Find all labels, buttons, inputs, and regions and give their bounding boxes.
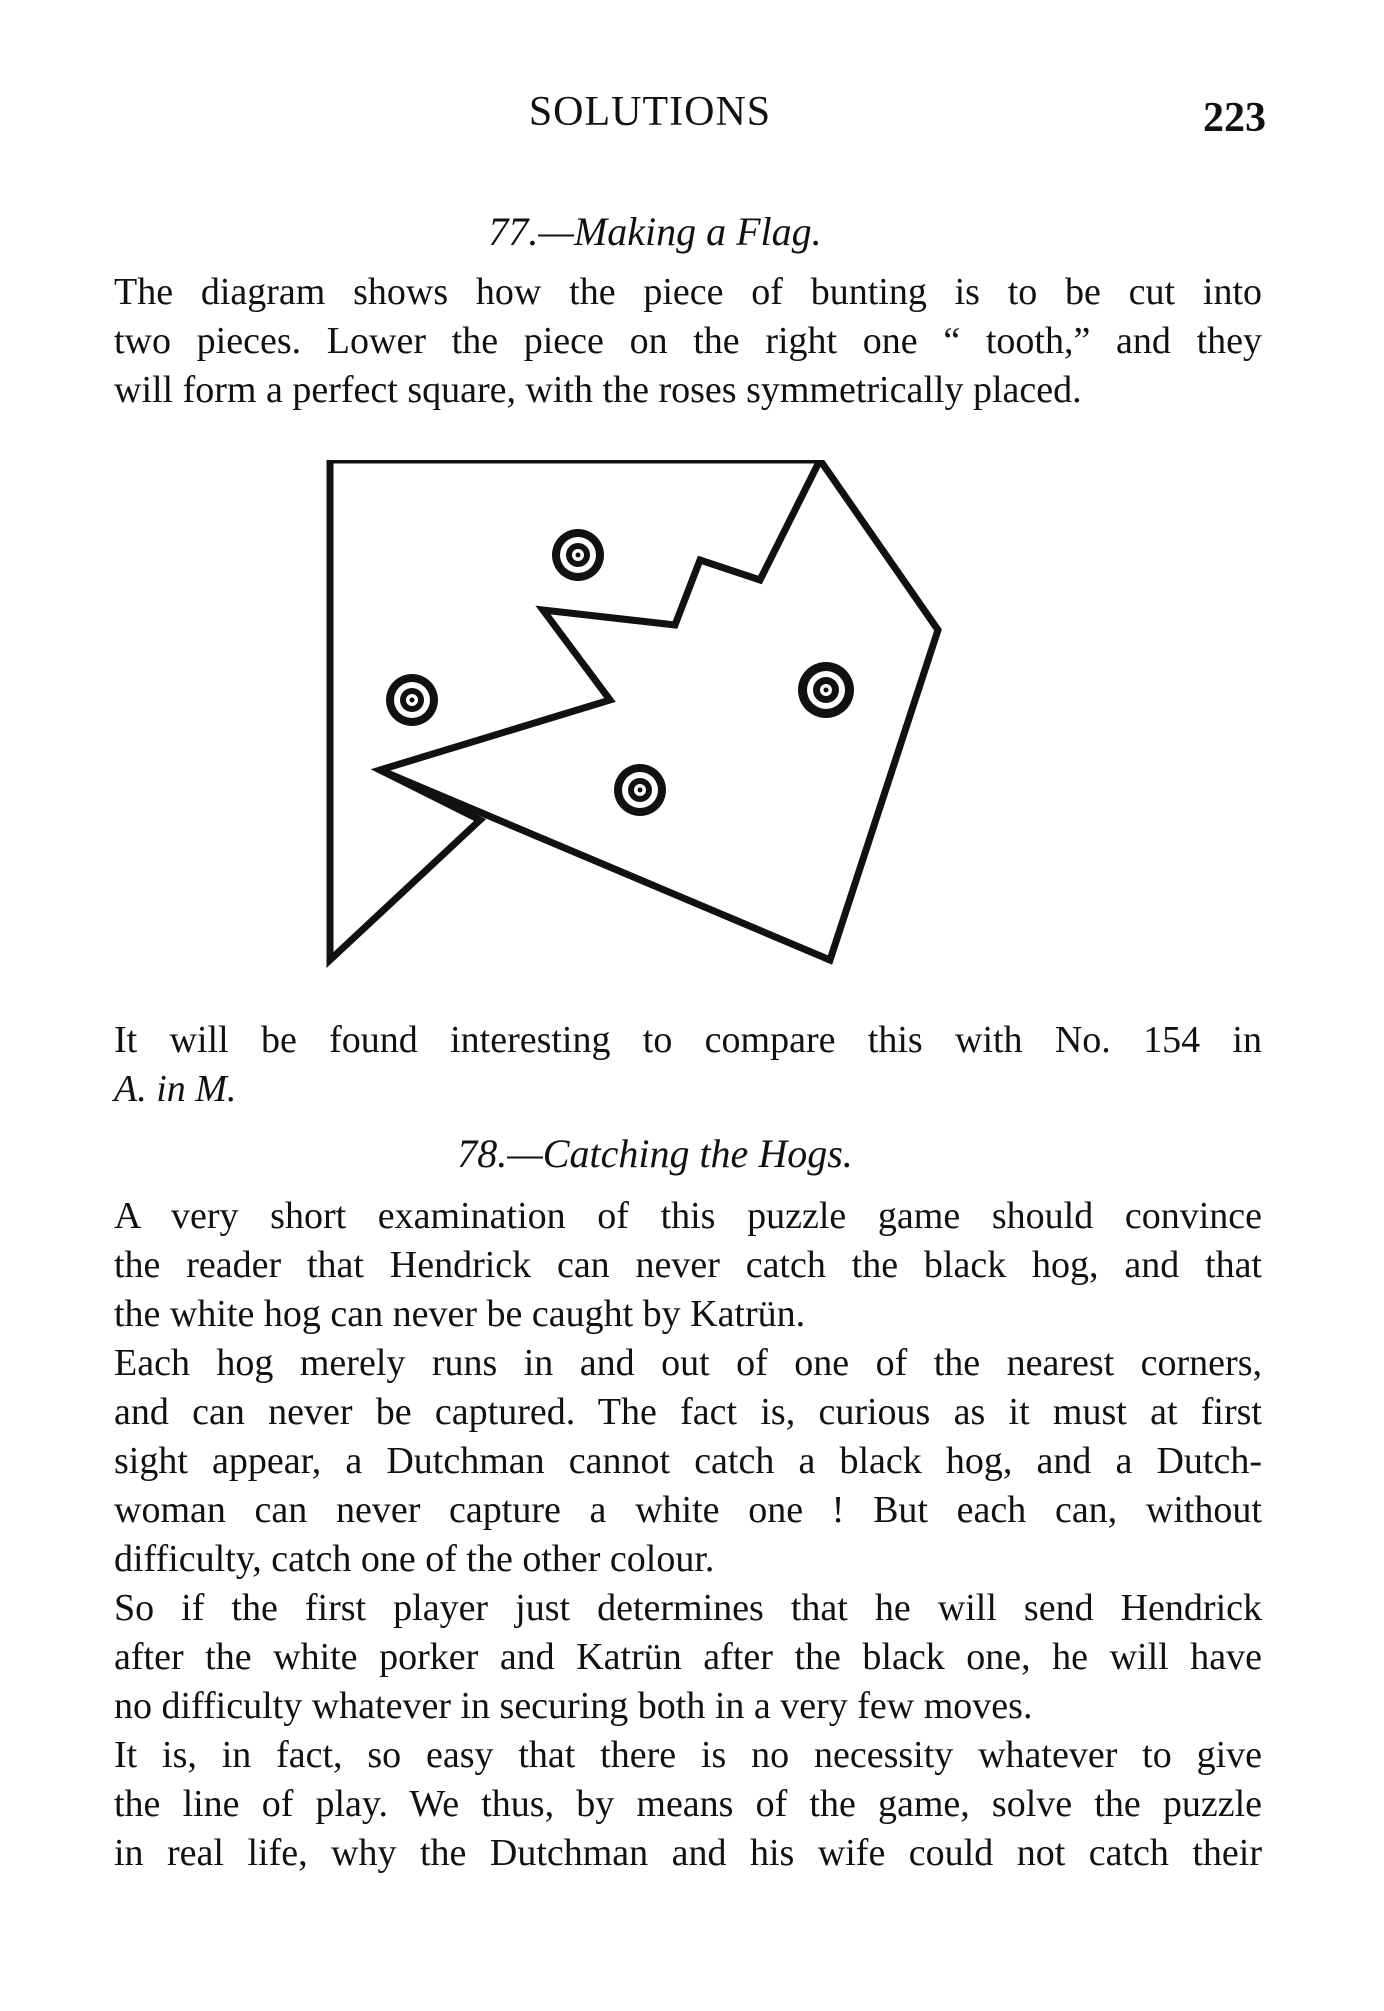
running-head	[0, 88, 1384, 141]
text-line: The diagram shows how the piece of bunting is to be cut into	[114, 271, 1262, 313]
text-line: no difficulty whatever in securing both in a very few moves.	[114, 1685, 1033, 1727]
paragraph-78-4	[52, 1731, 1262, 1878]
section-heading-77: 77.—Making a Flag.	[488, 209, 822, 254]
text-line: two pieces. Lower the piece on the right one “ tooth,” and they	[114, 320, 1262, 362]
right-piece-outline	[380, 460, 938, 960]
text-line: after the white porker and Katrün after the black one, he will have	[114, 1636, 1262, 1678]
text-line: It will be found interesting to compare this with No. 154 in	[114, 1019, 1262, 1061]
text-line: Each hog merely runs in and out of one of the nearest corners,	[114, 1342, 1262, 1384]
paragraph-77-intro	[52, 268, 1262, 415]
text-line: and can never be captured. The fact is, curious as it must at first	[114, 1391, 1262, 1433]
text-line: in real life, why the Dutchman and his wife could not catch their	[114, 1832, 1262, 1874]
paragraph-78-2	[52, 1339, 1262, 1584]
rose-icon	[552, 529, 604, 581]
rose-icon	[386, 674, 438, 726]
text-line: difficulty, catch one of the other colour.	[114, 1538, 715, 1580]
text-line: the line of play. We thus, by means of the game, solve the puzzle	[114, 1783, 1262, 1825]
rose-icon	[614, 764, 666, 816]
text-line: the white hog can never be caught by Katrün.	[114, 1293, 806, 1335]
text-line: woman can never capture a white one ! But each can, without	[114, 1489, 1262, 1531]
text-line: A very short examination of this puzzle game should convince	[114, 1195, 1262, 1237]
running-title: SOLUTIONS	[528, 89, 772, 135]
text-line: So if the first player just determines that he will send Hendrick	[114, 1587, 1262, 1629]
text-line: the reader that Hendrick can never catch the black hog, and that	[114, 1244, 1262, 1286]
page-number: 223	[1203, 95, 1266, 141]
text-line: A. in M.	[114, 1068, 237, 1110]
text-line: sight appear, a Dutchman cannot catch a black hog, and a Dutch-	[114, 1440, 1262, 1482]
paragraph-77-compare	[52, 1016, 1262, 1114]
rose-icon	[798, 662, 854, 718]
paragraph-78-1	[52, 1192, 1262, 1339]
text-line: It is, in fact, so easy that there is no necessity whatever to give	[114, 1734, 1262, 1776]
flag-diagram	[320, 460, 1000, 1000]
section-heading-78: 78.—Catching the Hogs.	[457, 1131, 853, 1176]
text-line: will form a perfect square, with the roses symmetrically placed.	[114, 369, 1082, 411]
paragraph-78-3	[52, 1584, 1262, 1731]
